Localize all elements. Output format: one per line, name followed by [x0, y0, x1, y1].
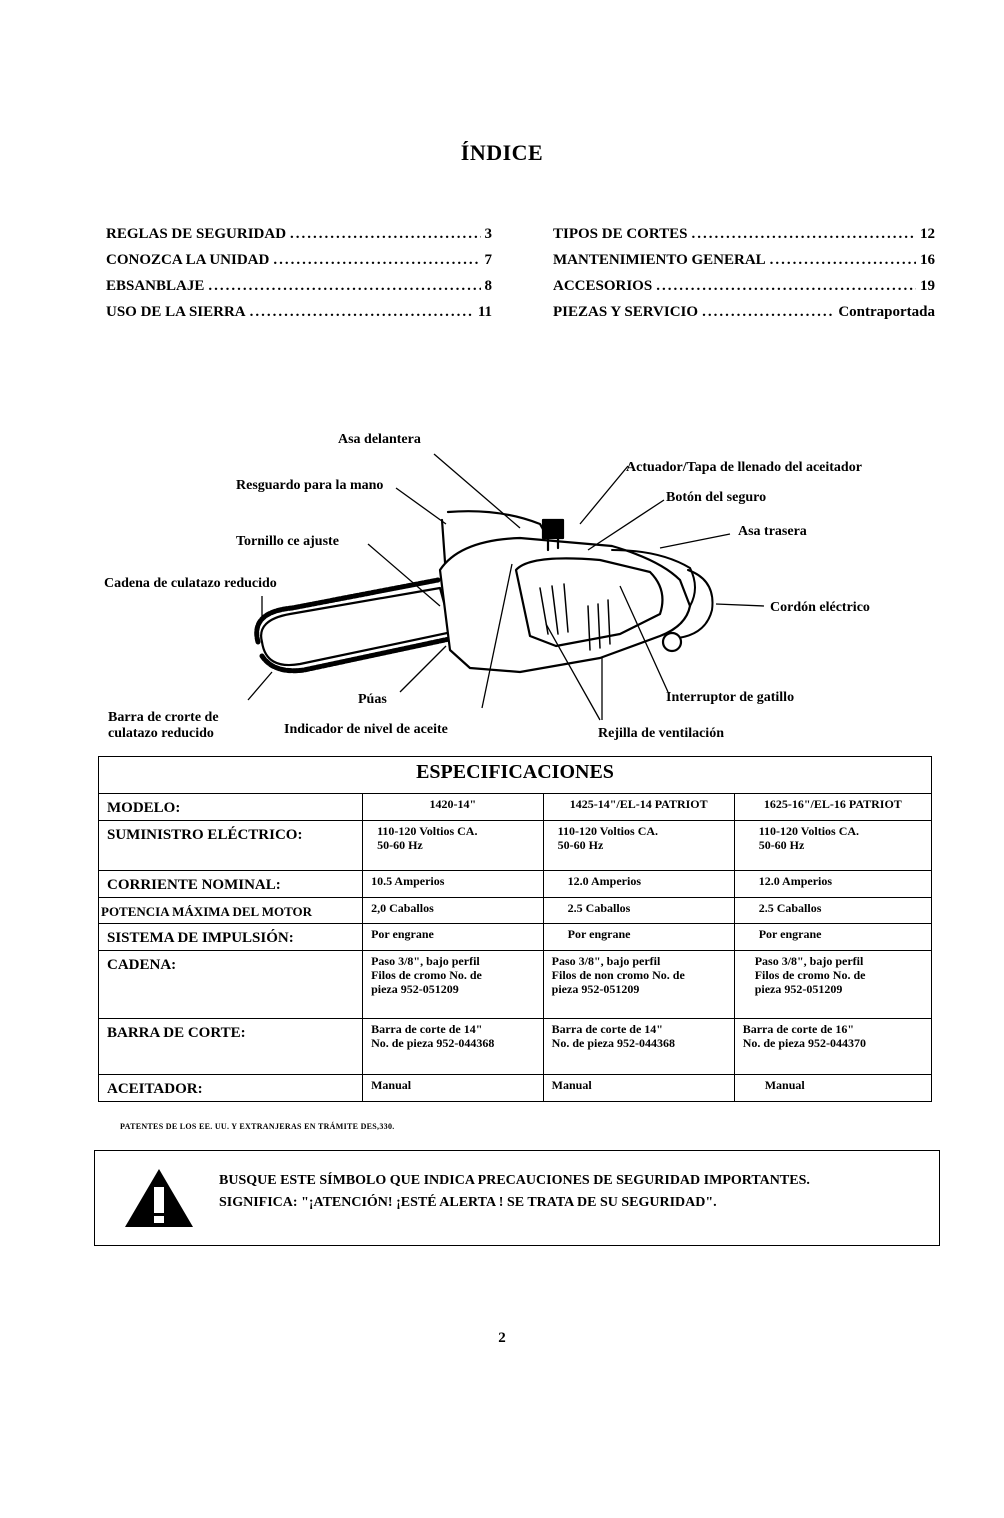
cell-line: No. de pieza 952-044370 [742, 1036, 867, 1050]
table-row [99, 821, 932, 871]
cell-line: pieza 952-051209 [754, 982, 843, 996]
cell-line: 50-60 Hz [377, 838, 423, 852]
cell-line: Paso 3/8", bajo perfil [551, 954, 661, 968]
cell: Por engrane [543, 924, 734, 951]
toc-entry[interactable] [553, 252, 935, 278]
cell-line: Filos de cromo No. de [754, 968, 866, 982]
toc-entry-page: 7 [484, 252, 492, 268]
cell-line: Filos de non cromo No. de [551, 968, 685, 982]
cell-line: 50-60 Hz [557, 838, 604, 852]
cell [363, 1019, 544, 1075]
label-actuador: Actuador/Tapa de llenado del aceitador [626, 460, 862, 475]
toc-leader [250, 304, 474, 321]
row-label: CORRIENTE NOMINAL: [99, 871, 363, 898]
row-label: BARRA DE CORTE: [99, 1019, 363, 1075]
cell [543, 821, 734, 871]
toc-entry-label: USO DE LA SIERRA [106, 304, 246, 320]
cell: 1420-14" [363, 794, 544, 821]
cell-line: Filos de cromo No. de [371, 968, 482, 982]
cell [734, 951, 931, 1019]
cell: Manual [363, 1075, 544, 1102]
label-resguardo: Resguardo para la mano [236, 478, 384, 493]
cell [363, 821, 544, 871]
table-row [99, 924, 932, 951]
toc-entry[interactable] [106, 226, 492, 252]
toc-entry-page: 12 [920, 226, 935, 242]
toc-entry[interactable] [106, 252, 492, 278]
label-asa-delantera: Asa delantera [338, 432, 421, 447]
row-label: SISTEMA DE IMPULSIÓN: [99, 924, 363, 951]
cell-line: Paso 3/8", bajo perfil [754, 954, 864, 968]
cell-line: Barra de corte de 14" [551, 1022, 663, 1036]
toc-leader [656, 278, 916, 295]
row-label: POTENCIA MÁXIMA DEL MOTOR [99, 898, 363, 924]
label-asa-trasera: Asa trasera [738, 524, 807, 539]
toc-left-column [106, 226, 492, 330]
cell: Por engrane [363, 924, 544, 951]
toc-entry-label: ACCESORIOS [553, 278, 653, 294]
toc-leader [273, 252, 480, 269]
toc-entry-page: 3 [484, 226, 492, 242]
cell-line: 50-60 Hz [758, 838, 805, 852]
table-row [99, 898, 932, 924]
chainsaw-diagram [0, 420, 1004, 750]
cell-line: pieza 952-051209 [371, 982, 459, 996]
warning-line-1: BUSQUE ESTE SÍMBOLO QUE INDICA PRECAUCIONES DE SEGURIDAD IMPORTANTES. [219, 1173, 810, 1188]
toc-right-column [553, 226, 935, 330]
cell-line: 110-120 Voltios CA. [758, 824, 860, 838]
cell-line: Paso 3/8", bajo perfil [371, 954, 480, 968]
toc-leader [770, 252, 916, 269]
cell-line: No. de pieza 952-044368 [371, 1036, 495, 1050]
toc-entry-page: 16 [920, 252, 935, 268]
label-cordon: Cordón eléctrico [770, 600, 870, 615]
label-puas: Púas [358, 692, 387, 707]
cell [363, 951, 544, 1019]
label-rejilla: Rejilla de ventilación [598, 726, 724, 741]
cell-line: Barra de corte de 14" [371, 1022, 483, 1036]
specifications-table [98, 756, 932, 1102]
toc-entry-label: TIPOS DE CORTES [553, 226, 688, 242]
label-cadena: Cadena de culatazo reducido [104, 576, 277, 591]
toc-entry[interactable] [553, 304, 935, 330]
specifications-heading: ESPECIFICACIONES [99, 757, 932, 794]
toc-entry[interactable] [553, 278, 935, 304]
patent-note: PATENTES DE LOS EE. UU. Y EXTRANJERAS EN TRÁMITE DES,330. [120, 1122, 395, 1131]
toc-entry-page: 8 [484, 278, 492, 294]
label-tornillo: Tornillo ce ajuste [236, 534, 339, 549]
cell: 2.5 Caballos [543, 898, 734, 924]
cell: Manual [734, 1075, 931, 1102]
cell: 12.0 Amperios [543, 871, 734, 898]
toc-entry[interactable] [106, 278, 492, 304]
row-label: MODELO: [99, 794, 363, 821]
cell: 12.0 Amperios [734, 871, 931, 898]
cell-line: Barra de corte de 16" [742, 1022, 854, 1036]
toc-entry-label: PIEZAS Y SERVICIO [553, 304, 699, 320]
label-barra-1: Barra de crorte de [108, 710, 219, 725]
table-row [99, 871, 932, 898]
cell [543, 951, 734, 1019]
safety-warning-box [94, 1150, 940, 1246]
toc-entry-label: EBSANBLAJE [106, 278, 205, 294]
label-interruptor: Interruptor de gatillo [666, 690, 795, 705]
warning-triangle-icon [123, 1167, 195, 1229]
table-row [99, 1019, 932, 1075]
cell: 1625-16"/EL-16 PATRIOT [734, 794, 931, 821]
cell [734, 821, 931, 871]
label-indicador: Indicador de nivel de aceite [284, 722, 448, 737]
toc-leader [208, 278, 480, 295]
warning-line-2: SIGNIFICA: "¡ATENCIÓN! ¡ESTÉ ALERTA ! SE TRATA DE SU SEGURIDAD". [219, 1195, 717, 1210]
cell: 2.5 Caballos [734, 898, 931, 924]
toc-entry-label: REGLAS DE SEGURIDAD [106, 226, 287, 242]
toc-entry[interactable] [106, 304, 492, 330]
row-label: ACEITADOR: [99, 1075, 363, 1102]
table-row [99, 1075, 932, 1102]
cell: 1425-14"/EL-14 PATRIOT [543, 794, 734, 821]
cell: Manual [543, 1075, 734, 1102]
cell-line: 110-120 Voltios CA. [377, 824, 478, 838]
label-barra-2: culatazo reducido [108, 726, 214, 741]
page-number: 2 [498, 1330, 506, 1346]
toc-entry[interactable] [553, 226, 935, 252]
cell-line: No. de pieza 952-044368 [551, 1036, 675, 1050]
cell: Por engrane [734, 924, 931, 951]
cell [734, 1019, 931, 1075]
toc-entry-label: MANTENIMIENTO GENERAL [553, 252, 766, 268]
toc-entry-label: CONOZCA LA UNIDAD [106, 252, 270, 268]
label-boton: Botón del seguro [666, 490, 767, 505]
row-label: CADENA: [99, 951, 363, 1019]
cell: 2,0 Caballos [363, 898, 544, 924]
toc-leader [290, 226, 480, 243]
page-title: ÍNDICE [460, 140, 544, 165]
row-label: SUMINISTRO ELÉCTRICO: [99, 821, 363, 871]
cell: 10.5 Amperios [363, 871, 544, 898]
table-row [99, 794, 932, 821]
cell-line: pieza 952-051209 [551, 982, 640, 996]
toc-entry-page: 19 [920, 278, 935, 294]
table-row [99, 951, 932, 1019]
toc-entry-page: Contraportada [838, 304, 935, 320]
cell-line: 110-120 Voltios CA. [557, 824, 659, 838]
toc-leader [692, 226, 916, 243]
cell [543, 1019, 734, 1075]
toc-entry-page: 11 [477, 304, 492, 320]
toc-leader [702, 304, 834, 321]
